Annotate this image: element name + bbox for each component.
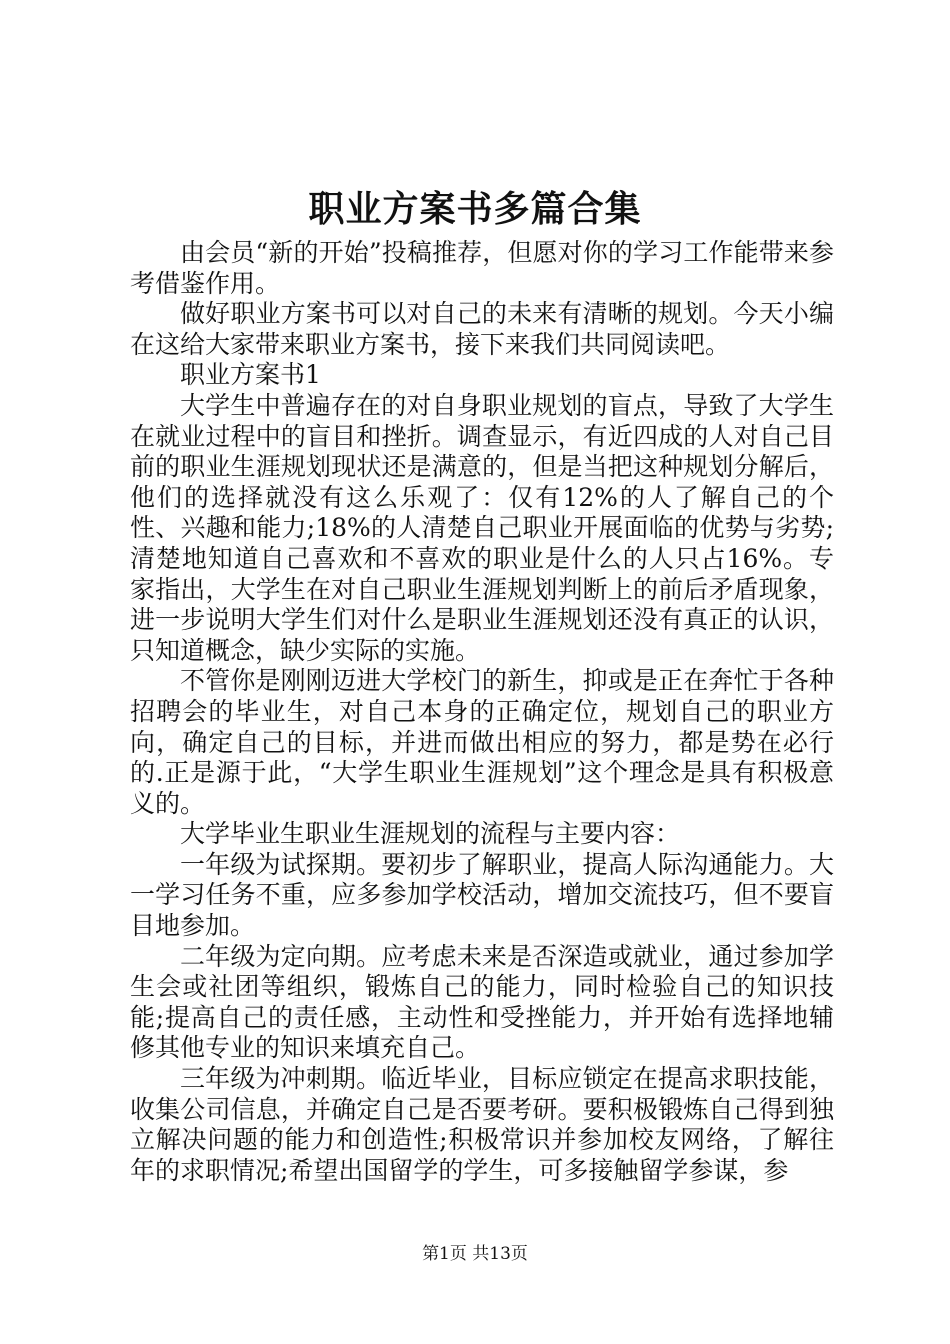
page-number-footer: 第1页 共13页 [422, 1244, 528, 1264]
paragraph-intro: 由会员“新的开始”投稿推荐，但愿对你的学习工作能带来参考借鉴作用。 [130, 238, 834, 298]
section-heading: 职业方案书1 [180, 360, 321, 390]
paragraph-year-two: 二年级为定向期。应考虑未来是否深造或就业，通过参加学生会或社团等组织，锻炼自己的能力，同时检验自己的知识技能;提高自己的责任感，主动性和受挫能力，并开始有选择地辅修其他专业的知识来填充自己。 [130, 941, 834, 1063]
paragraph-process-intro: 大学毕业生职业生涯规划的流程与主要内容： [180, 819, 681, 849]
paragraph-year-one: 一年级为试探期。要初步了解职业，提高人际沟通能力。大一学习任务不重，应多参加学校活动，增加交流技巧，但不要盲目地参加。 [130, 849, 834, 941]
document-title: 职业方案书多篇合集 [308, 188, 642, 230]
document-body [130, 238, 834, 1186]
paragraph-survey: 大学生中普遍存在的对自身职业规划的盲点，导致了大学生在就业过程中的盲目和挫折。调查显示，有近四成的人对自己目前的职业生涯规划现状还是满意的，但是当把这种规划分解后，他们的选择就没有这么乐观了：仅有12%的人了解自己的个性、兴趣和能力;18%的人清楚自己职业开展面临的优势与劣势;清楚地知道自己喜欢和不喜欢的职业是什么的人只占16%。专家指出，大学生在对自己职业生涯规划判断上的前后矛盾现象，进一步说明大学生们对什么是职业生涯规划还没有真正的认识，只知道概念，缺少实际的实施。 [130, 390, 834, 665]
paragraph-preface: 做好职业方案书可以对自己的未来有清晰的规划。今天小编在这给大家带来职业方案书，接下来我们共同阅读吧。 [130, 299, 834, 359]
paragraph-year-three: 三年级为冲刺期。临近毕业，目标应锁定在提高求职技能，收集公司信息，并确定自己是否要考研。要积极锻炼自己得到独立解决问题的能力和创造性;积极常识并参加校友网络，了解往年的求职情况;希望出国留学的学生，可多接触留学参谋，参 [130, 1064, 834, 1185]
paragraph-positioning: 不管你是刚刚迈进大学校门的新生，抑或是正在奔忙于各种招聘会的毕业生，对自己本身的正确定位，规划自己的职业方向，确定自己的目标，并进而做出相应的努力，都是势在必行的.正是源于此，“大学生职业生涯规划”这个理念是具有积极意义的。 [130, 666, 834, 818]
